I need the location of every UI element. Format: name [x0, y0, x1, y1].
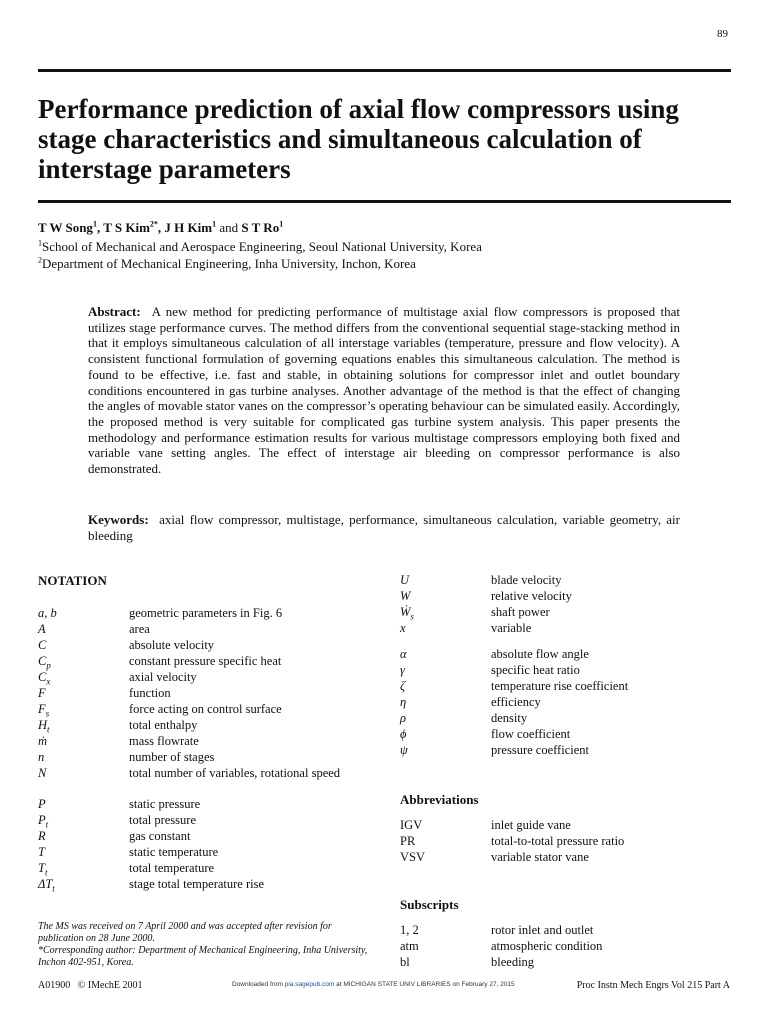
notation-symbol-main: C	[38, 670, 47, 684]
notation-symbol-main: P	[38, 813, 46, 827]
notation-row	[400, 955, 731, 971]
notation-symbol-sub: t	[47, 724, 50, 735]
notation-symbol-sub: t	[52, 883, 55, 894]
author-name: S T Ro	[241, 220, 280, 235]
footnote	[38, 921, 368, 969]
notation-description: total-to-total pressure ratio	[491, 834, 625, 848]
notation-symbol-main: IGV	[400, 818, 423, 832]
notation-symbol-sub: x	[46, 676, 51, 687]
author-name: J H Kim	[164, 220, 213, 235]
notation-description: constant pressure specific heat	[129, 654, 282, 668]
author-affiliation-mark: 2*	[149, 219, 158, 229]
notation-row	[400, 818, 731, 834]
notation-row	[38, 845, 359, 861]
notation-symbol	[400, 663, 491, 679]
notation-symbol	[38, 797, 129, 813]
title-rule	[38, 200, 731, 203]
download-suffix: at MICHIGAN STATE UNIV LIBRARIES on February 27, 2015	[336, 981, 515, 988]
notation-row	[400, 711, 731, 727]
notation-symbol-main: a, b	[38, 606, 57, 620]
notation-description: stage total temperature rise	[129, 877, 265, 891]
notation-symbol	[400, 727, 491, 743]
author-separator: ,	[96, 220, 104, 235]
notation-symbol-sub: s	[45, 708, 50, 719]
notation-row	[400, 647, 731, 663]
author-list	[38, 220, 283, 236]
notation-row	[38, 797, 359, 813]
affiliation-mark: 1	[38, 238, 42, 248]
notation-row	[400, 589, 731, 605]
notation-description: density	[491, 711, 528, 725]
affiliation	[38, 256, 416, 272]
notation-row	[38, 877, 359, 897]
notation-description: variable stator vane	[491, 850, 589, 864]
notation-row	[38, 686, 359, 702]
notation-row	[400, 923, 731, 939]
notation-row	[400, 573, 731, 589]
notation-description: efficiency	[491, 695, 541, 709]
author-name: T S Kim	[103, 220, 150, 235]
notation-description: function	[129, 686, 171, 700]
notation-description: gas constant	[129, 829, 191, 843]
abstract-text: A new method for predicting performance of multistage axial flow compressors is proposed that utilizes stage performance curves. The method differs from the conventional sequential stage-stacking method in that it employs simultaneous calculation of all interstage variables (temperature, pressure and flow velocity). A consistent functional formulation of governing equations enables this simultaneous calculation. The method is found to be effective, i.e. fast and stable, in obtaining solutions for compressor inlet and outlet boundary conditions encountered in gas turbine analyses. Another advantage of the method is that the effect of changing the angles of movable stator vanes on the compressor’s operating behaviour can be simulated easily. Accordingly, the proposed method is very suitable for complicated gas turbine system analysis. This paper presents the methodology and performance estimation results for various multistage compressors employing both fixed and variable vane setting angles. The effect of interstage air bleeding on compressor performance is also demonstrated.	[88, 304, 680, 477]
notation-symbol-main: C	[38, 654, 47, 668]
notation-symbol-main: PR	[400, 834, 416, 848]
notation-description: absolute velocity	[129, 638, 215, 652]
notation-row	[400, 695, 731, 711]
notation-symbol	[38, 877, 129, 897]
notation-symbol	[38, 766, 129, 782]
abbreviations-heading: Abbreviations	[400, 792, 479, 807]
notation-symbol-sub: t	[44, 867, 48, 878]
notation-symbol-main: atm	[400, 939, 419, 953]
notation-symbol-main: U	[400, 573, 410, 587]
notation-symbol	[400, 573, 491, 589]
notation-symbol	[38, 622, 129, 638]
notation-symbol	[400, 939, 491, 955]
notation-description: rotor inlet and outlet	[491, 923, 594, 937]
author-name: T W Song	[38, 220, 93, 235]
affiliation-text: Department of Mechanical Engineering, Inha University, Inchon, Korea	[42, 256, 416, 271]
notation-symbol-sub: t	[45, 819, 49, 830]
notation-symbol-main: A	[38, 622, 46, 636]
notation-row	[400, 743, 731, 759]
notation-symbol	[400, 679, 491, 695]
notation-symbol-main: R	[38, 829, 46, 843]
notation-row	[400, 679, 731, 695]
notation-row	[400, 834, 731, 850]
notation-description: mass flowrate	[129, 734, 199, 748]
notation-description: force acting on control surface	[129, 702, 282, 716]
notation-symbol	[400, 711, 491, 727]
notation-symbol-main: T	[38, 845, 45, 859]
affiliation	[38, 239, 482, 255]
top-rule	[38, 69, 731, 72]
download-link[interactable]: pia.sagepub.com	[284, 981, 335, 988]
author-affiliation-mark: 1	[279, 219, 284, 229]
notation-symbol-sub: p	[46, 660, 51, 671]
notation-symbol-main: n	[38, 750, 45, 764]
notation-symbol-main: P	[38, 797, 46, 811]
notation-symbol	[400, 621, 491, 637]
notation-description: area	[129, 622, 150, 636]
footnote-received: The MS was received on 7 April 2000 and was accepted after revision for publication on 28 June 2000.	[38, 921, 332, 944]
notation-row	[400, 663, 731, 679]
notation-description: blade velocity	[491, 573, 562, 587]
notation-row	[38, 606, 359, 622]
author-separator: ,	[157, 220, 165, 235]
notation-row	[38, 766, 359, 782]
notation-description: bleeding	[491, 955, 535, 969]
notation-description: inlet guide vane	[491, 818, 571, 832]
notation-symbol-main: 1, 2	[400, 923, 419, 937]
notation-description: absolute flow angle	[491, 647, 589, 661]
notation-symbol-main: η	[400, 695, 407, 709]
keywords	[88, 512, 680, 544]
notation-symbol	[38, 734, 129, 750]
notation-symbol-sub: s	[410, 611, 414, 622]
notation-symbol	[38, 845, 129, 861]
author-affiliation-mark: 1	[92, 219, 97, 229]
author-affiliation-mark: 1	[212, 219, 217, 229]
notation-description: pressure coefficient	[491, 743, 589, 757]
keywords-label: Keywords:	[88, 512, 149, 527]
notation-symbol	[400, 589, 491, 605]
notation-symbol	[400, 850, 491, 866]
notation-symbol	[38, 829, 129, 845]
notation-symbol-main: H	[38, 718, 48, 732]
download-notice	[232, 981, 515, 988]
notation-symbol	[38, 686, 129, 702]
notation-symbol	[38, 638, 129, 654]
notation-description: total temperature	[129, 861, 215, 875]
notation-symbol	[400, 834, 491, 850]
notation-description: total number of variables, rotational speed	[129, 766, 341, 780]
notation-description: flow coefficient	[491, 727, 571, 741]
notation-description: temperature rise coefficient	[491, 679, 629, 693]
abstract-label: Abstract:	[88, 304, 141, 319]
notation-row	[38, 829, 359, 845]
footnote-corresponding: *Corresponding author: Department of Mechanical Engineering, Inha University, Inchon 402-951, Korea.	[38, 945, 368, 968]
author-separator: and	[216, 220, 242, 235]
notation-row	[38, 638, 359, 654]
notation-symbol	[38, 750, 129, 766]
notation-description: geometric parameters in Fig. 6	[129, 606, 283, 620]
subscripts-heading: Subscripts	[400, 897, 459, 912]
notation-symbol-main: ρ	[400, 711, 406, 725]
notation-symbol	[38, 606, 129, 622]
notation-row	[38, 622, 359, 638]
notation-symbol-main: T	[38, 861, 45, 875]
notation-symbol-main: bl	[400, 955, 410, 969]
notation-description: total pressure	[129, 813, 196, 827]
keywords-text: axial flow compressor, multistage, performance, simultaneous calculation, variable geometry, air bleeding	[88, 512, 681, 543]
notation-symbol-main: ζ	[400, 679, 406, 693]
notation-row	[38, 750, 359, 766]
footer-right: Proc Instn Mech Engrs Vol 215 Part A	[576, 980, 730, 991]
notation-description: total enthalpy	[129, 718, 198, 732]
notation-description: specific heat ratio	[491, 663, 580, 677]
notation-description: static temperature	[129, 845, 219, 859]
notation-symbol	[400, 923, 491, 939]
notation-symbol-main: ΔT	[38, 877, 53, 891]
notation-symbol-main: C	[38, 638, 47, 652]
notation-symbol-main: γ	[400, 663, 405, 677]
notation-symbol	[400, 647, 491, 663]
notation-description: static pressure	[129, 797, 201, 811]
notation-description: relative velocity	[491, 589, 572, 603]
notation-description: atmospheric condition	[491, 939, 603, 953]
notation-row	[400, 850, 731, 866]
notation-row	[400, 727, 731, 743]
notation-symbol	[400, 695, 491, 711]
notation-description: axial velocity	[129, 670, 197, 684]
notation-row	[400, 939, 731, 955]
notation-symbol	[400, 955, 491, 971]
footer-left: A01900 © IMechE 2001	[38, 980, 143, 991]
download-prefix: Downloaded from	[232, 981, 283, 988]
notation-symbol-main: ψ	[400, 743, 408, 757]
notation-symbol-main: W	[400, 589, 411, 603]
notation-row	[38, 734, 359, 750]
notation-description: shaft power	[491, 605, 550, 619]
page-number: 89	[717, 28, 728, 40]
notation-symbol-main: ṁ	[38, 734, 48, 748]
notation-description: number of stages	[129, 750, 215, 764]
affiliation-mark: 2	[38, 255, 42, 265]
notation-symbol	[400, 818, 491, 834]
notation-row	[400, 621, 731, 637]
notation-symbol-main: ϕ	[400, 727, 407, 741]
notation-symbol-main: Ẇ	[400, 605, 411, 619]
paper-title: Performance prediction of axial flow compressors using stage characteristics and simultaneous calculation of interstage parameters	[38, 94, 679, 184]
notation-symbol-main: N	[38, 766, 47, 780]
notation-heading: NOTATION	[38, 573, 107, 588]
notation-description: variable	[491, 621, 532, 635]
affiliation-text: School of Mechanical and Aerospace Engineering, Seoul National University, Korea	[42, 239, 482, 254]
abstract	[88, 304, 680, 477]
notation-symbol-main: x	[400, 621, 406, 635]
notation-symbol-main: α	[400, 647, 407, 661]
notation-symbol-main: F	[38, 686, 46, 700]
notation-symbol-main: F	[38, 702, 46, 716]
notation-symbol-main: VSV	[400, 850, 426, 864]
notation-symbol	[400, 743, 491, 759]
